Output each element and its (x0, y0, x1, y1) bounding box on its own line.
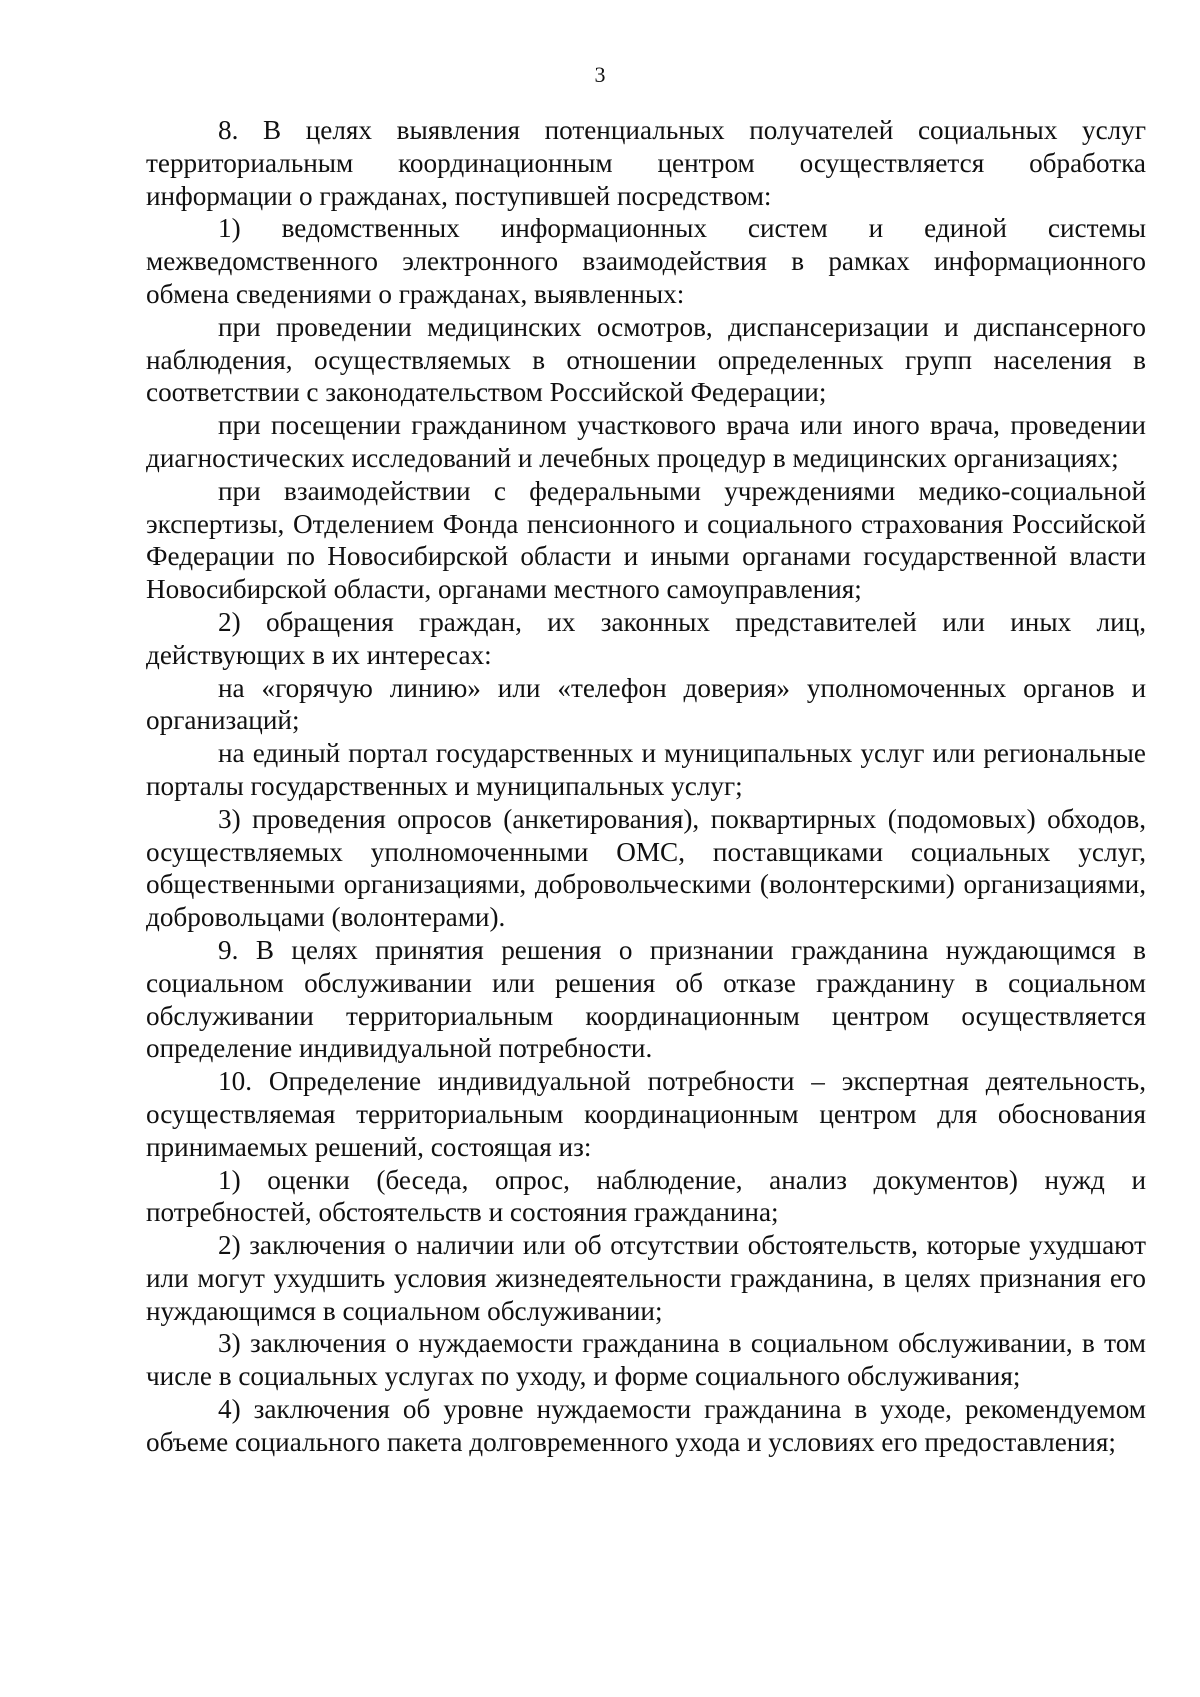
paragraph-8: 8. В целях выявления потенциальных получателей социальных услуг территориальным координационным центром осуществляется обработка информации о гражданах, поступившей посредством: (146, 115, 1146, 211)
paragraph-9: 9. В целях принятия решения о признании гражданина нуждающимся в социальном обслуживании или решения об отказе гражданину в социальном обслуживании территориальным координационным центром осуществляется определение индивидуальной потребности. (146, 934, 1146, 1064)
page-number: 3 (594, 62, 606, 87)
paragraph-8-item-2-hotline: на «горячую линию» или «телефон доверия» уполномоченных органов и организаций; (146, 672, 1146, 736)
document-body (146, 114, 1146, 1459)
paragraph-8-item-2: 2) обращения граждан, их законных представителей или иных лиц, действующих в их интересах: (146, 606, 1146, 670)
paragraph-8-item-1-medical-exams: при проведении медицинских осмотров, диспансеризации и диспансерного наблюдения, осуществляемых в отношении определенных групп населения в соответствии с законодательством Российской Федерации; (146, 311, 1146, 408)
paragraph-8-item-1-doctor-visits: при посещении гражданином участкового врача или иного врача, проведении диагностических исследований и лечебных процедур в медицинских организациях; (146, 410, 1146, 473)
paragraph-8-item-3: 3) проведения опросов (анкетирования), поквартирных (подомовых) обходов, осуществляемых уполномоченными ОМС, поставщиками социальных услуг, общественными организациями, добровольческими (волонтерскими) организациями, добровольцами (волонтерами). (146, 803, 1146, 933)
paragraph-8-item-2-portal: на единый портал государственных и муниципальных услуг или региональные порталы государственных и муниципальных услуг; (146, 738, 1146, 801)
paragraph-10: 10. Определение индивидуальной потребности – экспертная деятельность, осуществляемая территориальным координационным центром для обоснования принимаемых решений, состоящая из: (146, 1066, 1146, 1162)
paragraph-8-item-1: 1) ведомственных информационных систем и единой системы межведомственного электронного взаимодействия в рамках информационного обмена сведениями о гражданах, выявленных: (146, 213, 1146, 309)
paragraph-10-item-3: 3) заключения о нуждаемости гражданина в социальном обслуживании, в том числе в социальных услугах по уходу, и форме социального обслуживания; (146, 1328, 1146, 1392)
paragraph-10-item-4: 4) заключения об уровне нуждаемости гражданина в уходе, рекомендуемом объеме социального пакета долговременного ухода и условиях его предоставления; (146, 1394, 1146, 1457)
paragraph-10-item-1: 1) оценки (беседа, опрос, наблюдение, анализ документов) нужд и потребностей, обстоятельств и состояния гражданина; (146, 1164, 1146, 1228)
paragraph-10-item-2: 2) заключения о наличии или об отсутствии обстоятельств, которые ухудшают или могут ухудшить условия жизнедеятельности гражданина, в целях признания его нуждающимся в социальном обслуживании; (146, 1230, 1146, 1326)
paragraph-8-item-1-interaction: при взаимодействии с федеральными учреждениями медико-социальной экспертизы, Отделением Фонда пенсионного и социального страхования Российской Федерации по Новосибирской области и иными органами государственной власти Новосибирской области, органами местного самоуправления; (146, 475, 1146, 605)
